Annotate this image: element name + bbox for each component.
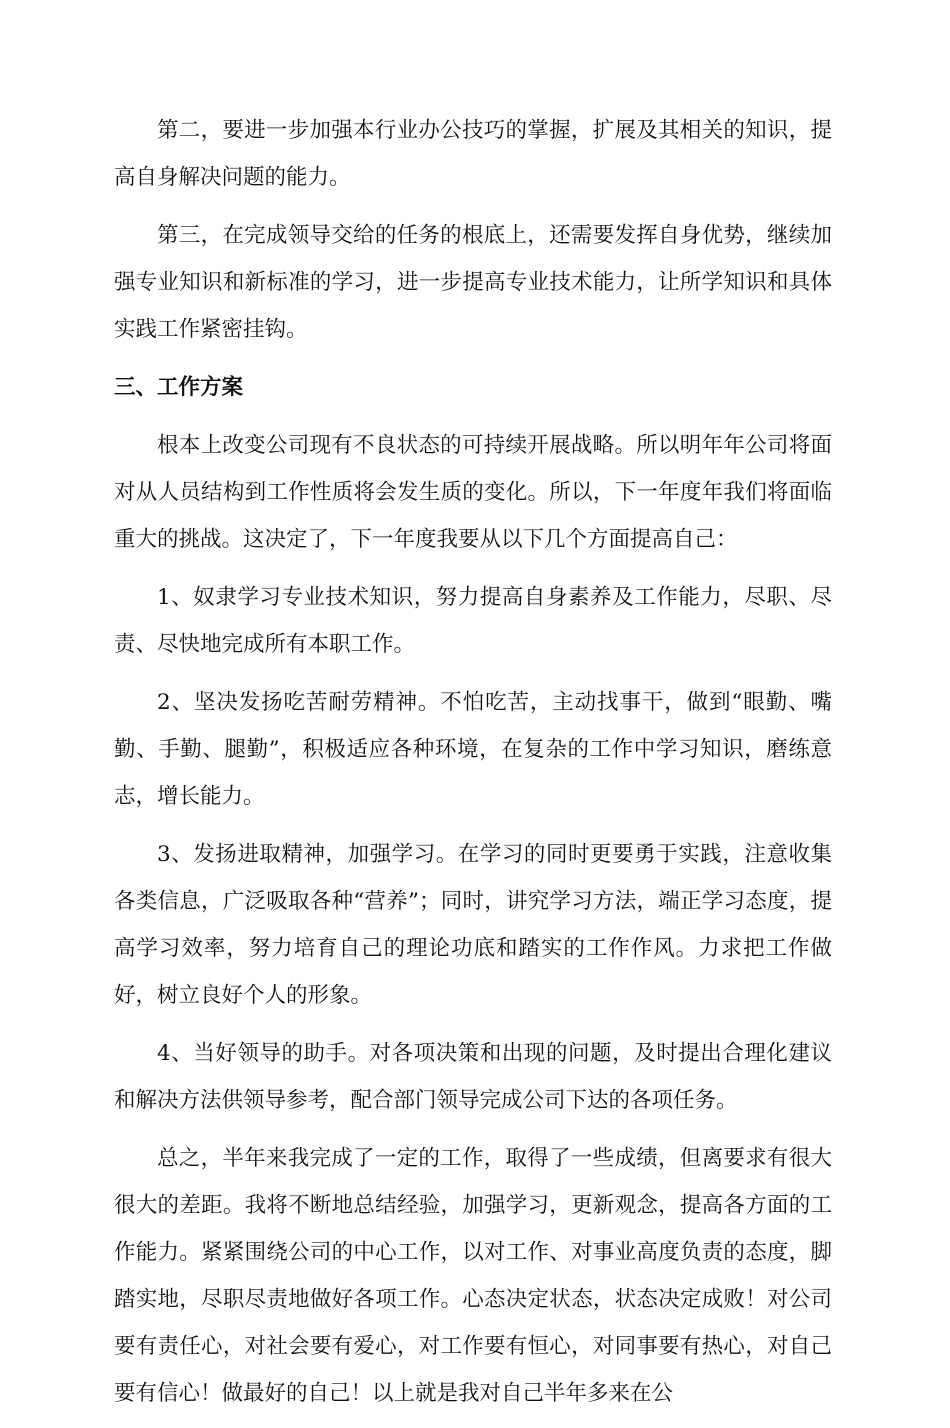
document-body	[114, 107, 832, 1428]
paragraph-plan-item-1: 1、奴隶学习专业技术知识，努力提高自身素养及工作能力，尽职、尽责、尽快地完成所有本职工作。	[114, 585, 832, 657]
paragraph-plan-item-3: 3、发扬进取精神，加强学习。在学习的同时更要勇于实践，注意收集各类信息，广泛吸取各种“营养”；同时，讲究学习方法，端正学习态度，提高学习效率，努力培育自己的理论功底和踏实的工作作风。力求把工作做好，树立良好个人的形象。	[114, 842, 832, 1008]
section-heading-work-plan: 三、工作方案	[114, 375, 244, 400]
paragraph-third-point: 第三，在完成领导交给的任务的根底上，还需要发挥自身优势，继续加强专业知识和新标准的学习，进一步提高专业技术能力，让所学知识和具体实践工作紧密挂钩。	[114, 223, 832, 342]
paragraph-summary: 总之，半年来我完成了一定的工作，取得了一些成绩，但离要求有很大很大的差距。我将不断地总结经验，加强学习，更新观念，提高各方面的工作能力。紧紧围绕公司的中心工作，以对工作、对事业高度负责的态度，脚踏实地，尽职尽责地做好各项工作。心态决定状态，状态决定成败！对公司要有责任心，对社会要有爱心，对工作要有恒心，对同事要有热心，对自己要有信心！做最好的自己！以上就是我对自己半年多来在公	[114, 1146, 832, 1406]
paragraph-plan-intro: 根本上改变公司现有不良状态的可持续开展战略。所以明年年公司将面对从人员结构到工作性质将会发生质的变化。所以，下一年度年我们将面临重大的挑战。这决定了，下一年度我要从以下几个方面提高自己：	[114, 433, 832, 552]
paragraph-plan-item-4: 4、当好领导的助手。对各项决策和出现的问题，及时提出合理化建议和解决方法供领导参考，配合部门领导完成公司下达的各项任务。	[114, 1041, 832, 1113]
paragraph-second-point: 第二，要进一步加强本行业办公技巧的掌握，扩展及其相关的知识，提高自身解决问题的能力。	[114, 118, 832, 190]
paragraph-plan-item-2: 2、坚决发扬吃苦耐劳精神。不怕吃苦，主动找事干，做到“眼勤、嘴勤、手勤、腿勤”，积极适应各种环境，在复杂的工作中学习知识，磨练意志，增长能力。	[114, 690, 832, 809]
